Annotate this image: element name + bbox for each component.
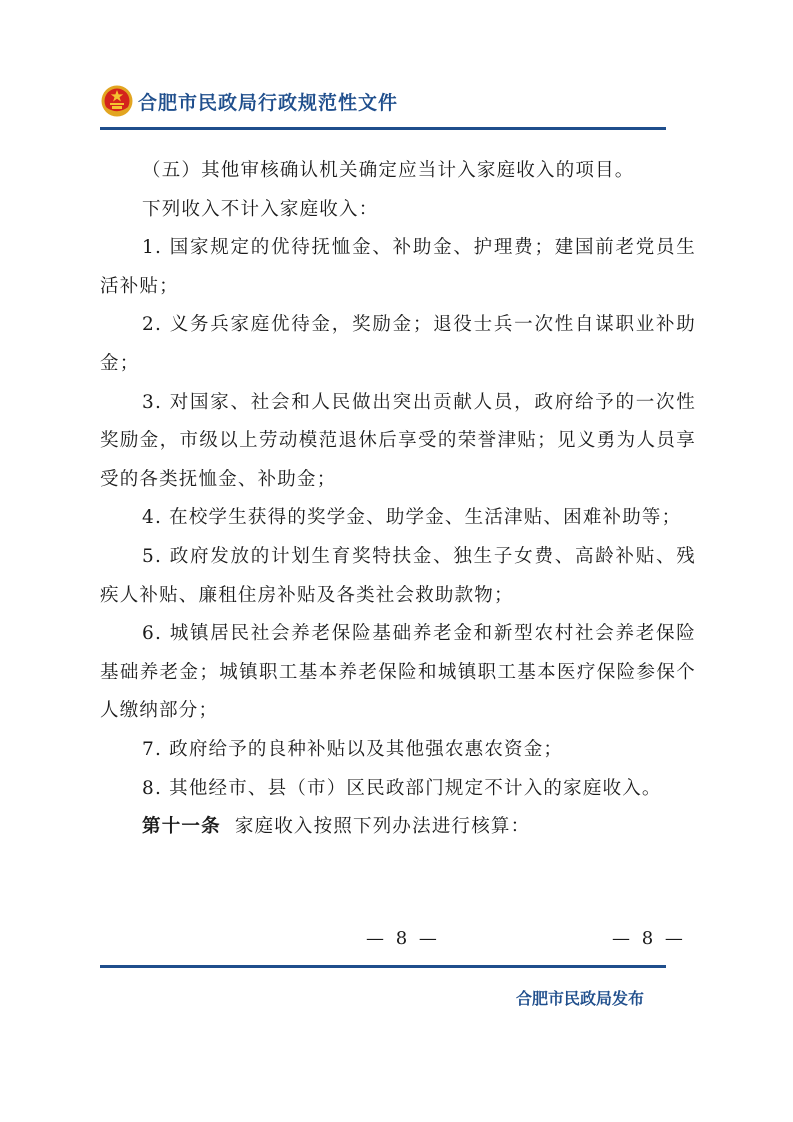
- publisher-label: 合肥市民政局发布: [516, 989, 645, 1008]
- list-item: 4. 在校学生获得的奖学金、助学金、生活津贴、困难补助等；: [142, 507, 682, 529]
- list-item: 5. 政府发放的计划生育奖特扶金、独生子女费、高龄补贴、残疾人补贴、廉租住房补贴及各类社会救助款物；: [100, 545, 696, 606]
- list-item: 2. 义务兵家庭优待金，奖励金；退役士兵一次性自谋职业补助金；: [100, 314, 696, 374]
- paragraph: （五）其他审核确认机关确定应当计入家庭收入的项目。: [142, 160, 635, 181]
- list-item: 7. 政府给予的良种补贴以及其他强农惠农资金；: [142, 738, 564, 760]
- page-number-duplicate: — 8 —: [612, 928, 686, 949]
- header-title: 合肥市民政局行政规范性文件: [138, 91, 399, 114]
- document-header: [100, 84, 398, 118]
- article-heading: 第十一条: [142, 816, 221, 838]
- page-number: — 8 —: [366, 928, 440, 949]
- paragraph: 下列收入不计入家庭收入：: [142, 198, 379, 220]
- list-item: 3. 对国家、社会和人民做出突出贡献人员，政府给予的一次性奖励金，市级以上劳动模范退休后享受的荣誉津贴；见义勇为人员享受的各类抚恤金、补助金；: [100, 391, 696, 490]
- footer-divider: [100, 965, 666, 968]
- national-emblem-icon: [100, 84, 134, 118]
- document-body: [100, 152, 696, 847]
- list-item: 1. 国家规定的优待抚恤金、补助金、护理费；建国前老党员生活补贴；: [100, 237, 696, 297]
- article-text: 家庭收入按照下列办法进行核算：: [234, 816, 531, 838]
- header-divider: [100, 127, 666, 130]
- article-paragraph: [100, 808, 696, 847]
- list-item: 6. 城镇居民社会养老保险基础养老金和新型农村社会养老保险基础养老金；城镇职工基本养老保险和城镇职工基本医疗保险参保个人缴纳部分；: [100, 623, 696, 722]
- list-item: 8. 其他经市、县（市）区民政部门规定不计入的家庭收入。: [142, 777, 662, 799]
